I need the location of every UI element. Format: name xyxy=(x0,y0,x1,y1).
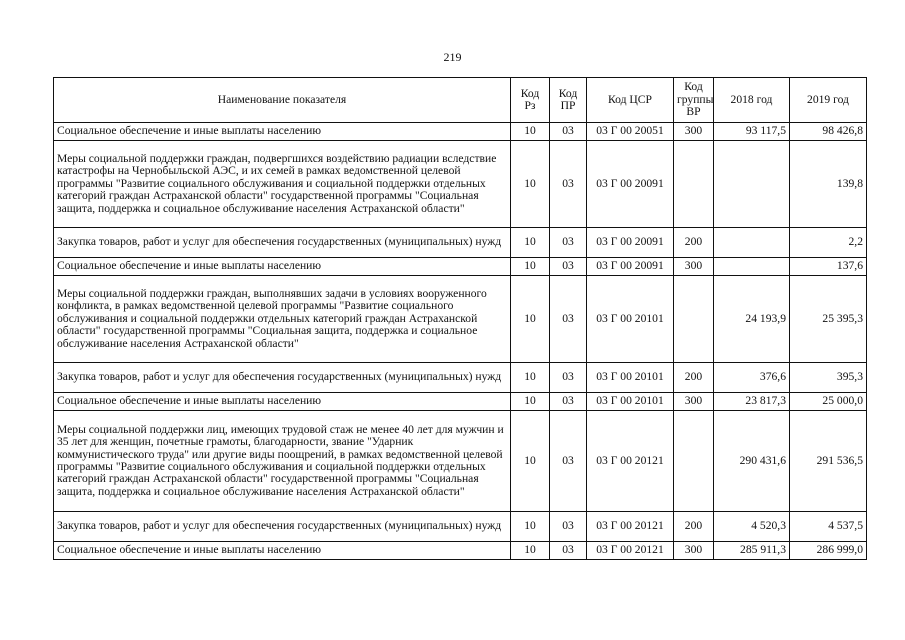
cell-rz: 10 xyxy=(511,258,550,276)
cell-csr: 03 Г 00 20051 xyxy=(587,123,674,141)
cell-vr: 300 xyxy=(674,393,714,411)
cell-vr: 300 xyxy=(674,542,714,560)
cell-2018: 4 520,3 xyxy=(714,512,790,542)
cell-name: Социальное обеспечение и иные выплаты населению xyxy=(54,123,511,141)
header-2019: 2019 год xyxy=(790,78,867,123)
cell-name: Социальное обеспечение и иные выплаты населению xyxy=(54,258,511,276)
cell-csr: 03 Г 00 20091 xyxy=(587,141,674,228)
table-row xyxy=(54,512,867,542)
cell-rz: 10 xyxy=(511,228,550,258)
cell-vr xyxy=(674,141,714,228)
cell-2018: 376,6 xyxy=(714,363,790,393)
header-vr: Код группы ВР xyxy=(674,78,714,123)
cell-csr: 03 Г 00 20091 xyxy=(587,258,674,276)
cell-2018: 23 817,3 xyxy=(714,393,790,411)
cell-rz: 10 xyxy=(511,512,550,542)
cell-pr: 03 xyxy=(550,393,587,411)
table-row xyxy=(54,258,867,276)
cell-rz: 10 xyxy=(511,276,550,363)
table-row xyxy=(54,123,867,141)
cell-2019: 2,2 xyxy=(790,228,867,258)
cell-name: Меры социальной поддержки граждан, выполнявших задачи в условиях вооруженного конфликта, в рамках ведомственной целевой программы "Развитие социального обслуживания и социальной поддержки отдельных категорий граждан Астраханской области" государственной программы "Социальная защита, поддержка и социальное обслуживание населения Астраханской области" xyxy=(54,276,511,363)
cell-name: Закупка товаров, работ и услуг для обеспечения государственных (муниципальных) нужд xyxy=(54,512,511,542)
cell-pr: 03 xyxy=(550,363,587,393)
cell-2019: 291 536,5 xyxy=(790,411,867,512)
cell-rz: 10 xyxy=(511,393,550,411)
cell-name: Социальное обеспечение и иные выплаты населению xyxy=(54,393,511,411)
cell-2019: 395,3 xyxy=(790,363,867,393)
header-name: Наименование показателя xyxy=(54,78,511,123)
cell-2019: 4 537,5 xyxy=(790,512,867,542)
cell-2018: 93 117,5 xyxy=(714,123,790,141)
cell-pr: 03 xyxy=(550,141,587,228)
cell-vr: 200 xyxy=(674,363,714,393)
cell-vr: 200 xyxy=(674,512,714,542)
cell-2019: 139,8 xyxy=(790,141,867,228)
table-row xyxy=(54,411,867,512)
cell-2019: 98 426,8 xyxy=(790,123,867,141)
cell-vr xyxy=(674,276,714,363)
cell-csr: 03 Г 00 20101 xyxy=(587,363,674,393)
cell-2019: 25 000,0 xyxy=(790,393,867,411)
cell-2018 xyxy=(714,228,790,258)
cell-csr: 03 Г 00 20101 xyxy=(587,276,674,363)
cell-name: Меры социальной поддержки лиц, имеющих трудовой стаж не менее 40 лет для мужчин и 35 лет для женщин, почетные грамоты, благодарности, звание "Ударник коммунистического труда" или другие виды поощрений, в рамках ведомственной целевой программы "Развитие социального обслуживания и социальной поддержки отдельных категорий граждан Астраханской области" государственной программы "Социальная защита, поддержка и социальное обслуживание населения Астраханской области" xyxy=(54,411,511,512)
cell-vr: 200 xyxy=(674,228,714,258)
page-number: 219 xyxy=(443,50,462,64)
cell-name: Социальное обеспечение и иные выплаты населению xyxy=(54,542,511,560)
cell-rz: 10 xyxy=(511,123,550,141)
cell-pr: 03 xyxy=(550,542,587,560)
cell-vr: 300 xyxy=(674,258,714,276)
cell-2019: 137,6 xyxy=(790,258,867,276)
cell-csr: 03 Г 00 20101 xyxy=(587,393,674,411)
cell-csr: 03 Г 00 20121 xyxy=(587,512,674,542)
table-row xyxy=(54,542,867,560)
cell-csr: 03 Г 00 20121 xyxy=(587,542,674,560)
cell-name: Закупка товаров, работ и услуг для обеспечения государственных (муниципальных) нужд xyxy=(54,228,511,258)
table-row xyxy=(54,141,867,228)
cell-vr: 300 xyxy=(674,123,714,141)
cell-pr: 03 xyxy=(550,228,587,258)
cell-name: Меры социальной поддержки граждан, подвергшихся воздействию радиации вследствие катастрофы на Чернобыльской АЭС, и их семей в рамках ведомственной целевой программы "Развитие социального обслуживания и социальной поддержки отдельных категорий граждан Астраханской области" государственной программы "Социальная защита, поддержка и социальное обслуживание населения Астраханской области" xyxy=(54,141,511,228)
cell-2018: 290 431,6 xyxy=(714,411,790,512)
cell-csr: 03 Г 00 20091 xyxy=(587,228,674,258)
cell-2018: 285 911,3 xyxy=(714,542,790,560)
cell-2018: 24 193,9 xyxy=(714,276,790,363)
cell-pr: 03 xyxy=(550,411,587,512)
table-row xyxy=(54,363,867,393)
cell-rz: 10 xyxy=(511,542,550,560)
table-header-row xyxy=(54,78,867,123)
cell-2019: 25 395,3 xyxy=(790,276,867,363)
cell-2018 xyxy=(714,141,790,228)
header-csr: Код ЦСР xyxy=(587,78,674,123)
table-row xyxy=(54,276,867,363)
cell-rz: 10 xyxy=(511,363,550,393)
cell-pr: 03 xyxy=(550,512,587,542)
header-pr: Код ПР xyxy=(550,78,587,123)
budget-table xyxy=(53,77,867,560)
cell-rz: 10 xyxy=(511,141,550,228)
cell-pr: 03 xyxy=(550,276,587,363)
cell-rz: 10 xyxy=(511,411,550,512)
header-rz: Код Рз xyxy=(511,78,550,123)
cell-pr: 03 xyxy=(550,258,587,276)
cell-csr: 03 Г 00 20121 xyxy=(587,411,674,512)
cell-vr xyxy=(674,411,714,512)
cell-name: Закупка товаров, работ и услуг для обеспечения государственных (муниципальных) нужд xyxy=(54,363,511,393)
header-2018: 2018 год xyxy=(714,78,790,123)
table-row xyxy=(54,393,867,411)
table-row xyxy=(54,228,867,258)
cell-2018 xyxy=(714,258,790,276)
cell-2019: 286 999,0 xyxy=(790,542,867,560)
cell-pr: 03 xyxy=(550,123,587,141)
